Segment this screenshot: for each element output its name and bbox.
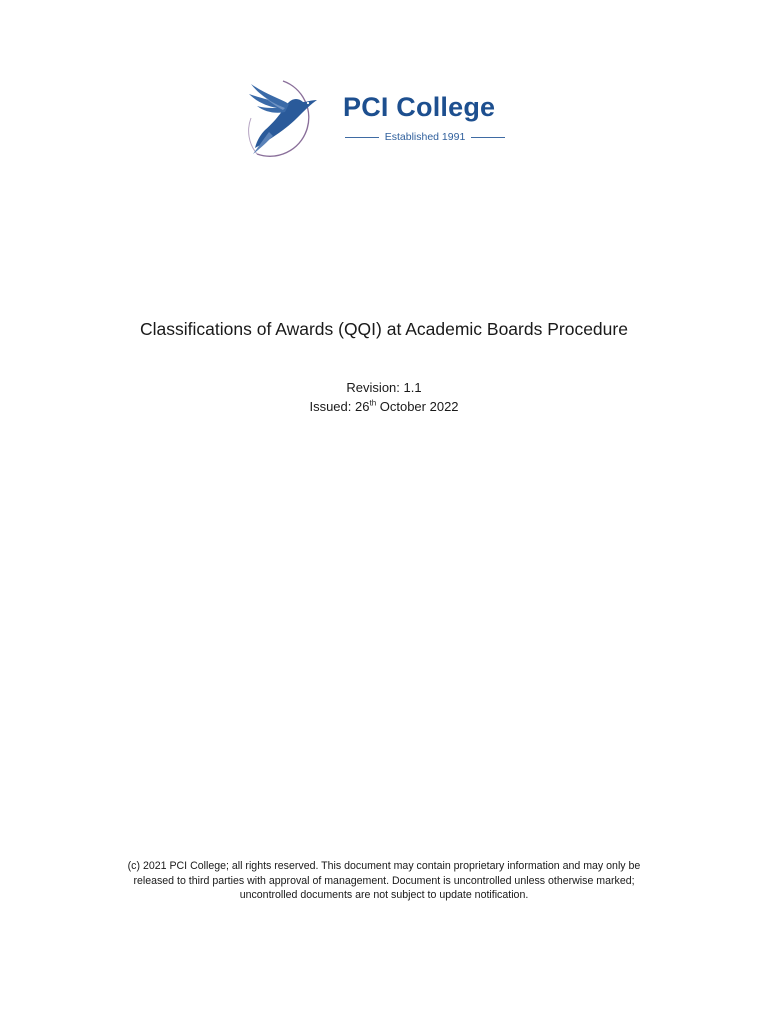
logo-wordmark: PCI College <box>343 92 496 122</box>
copyright-line-1: (c) 2021 PCI College; all rights reserved. This document may contain proprietary information and may only be <box>127 860 641 872</box>
pci-college-logo <box>245 78 515 160</box>
issued-prefix: Issued: 26 <box>309 399 370 414</box>
document-meta <box>0 378 768 416</box>
copyright-line-2: released to third parties with approval of management. Document is uncontrolled unless otherwise marked; <box>133 874 635 887</box>
revision-line: Revision: 1.1 <box>346 380 422 395</box>
logo-established-text: Established 1991 <box>384 131 466 143</box>
tagline-rule-left <box>345 137 379 138</box>
issued-suffix: October 2022 <box>376 399 459 414</box>
copyright-notice <box>60 859 708 903</box>
tagline-rule-right <box>471 137 505 138</box>
issued-ordinal-suffix: th <box>369 398 377 408</box>
logo-tagline <box>345 130 505 144</box>
issued-line <box>0 397 768 416</box>
copyright-line-3: uncontrolled documents are not subject to update notification. <box>239 889 529 901</box>
document-title: Classifications of Awards (QQI) at Academic Boards Procedure <box>140 319 628 339</box>
dove-icon <box>245 78 331 160</box>
